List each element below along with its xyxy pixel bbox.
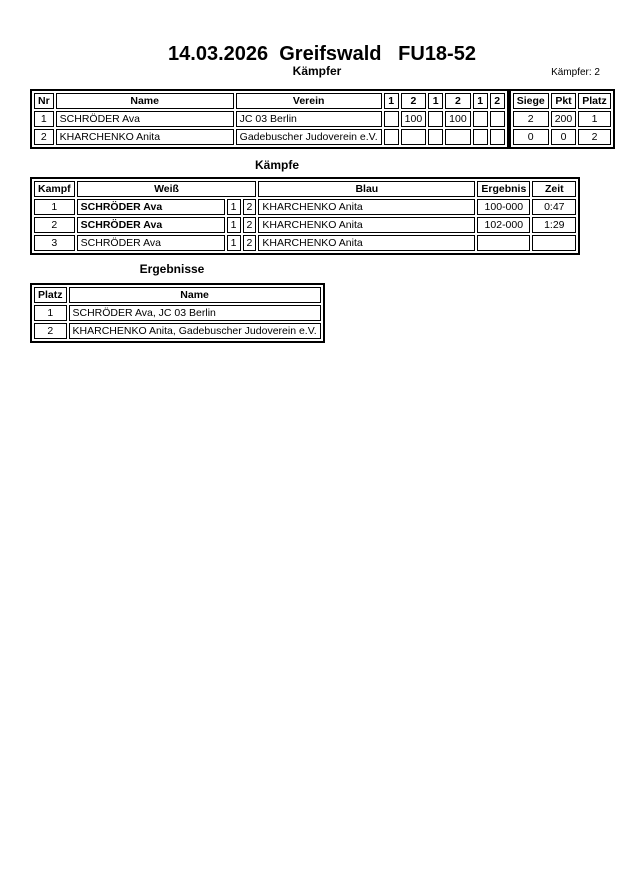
section-title-kaempfer: Kämpfer	[292, 64, 342, 78]
blau-cell: KHARCHENKO Anita	[258, 235, 475, 251]
weiss-cell: SCHRÖDER Ava	[77, 217, 225, 233]
section-title-kaempfe: Kämpfe	[254, 158, 299, 172]
section-title-ergebnisse: Ergebnisse	[139, 262, 205, 276]
nr-cell: 1	[34, 111, 54, 127]
platz-cell: 1	[578, 111, 611, 127]
score-cell	[384, 129, 399, 145]
pkt-cell: 200	[551, 111, 577, 127]
kampf-header: Kampf	[34, 181, 75, 197]
verein-header: Verein	[236, 93, 382, 109]
ergebnis-cell: 102-000	[477, 217, 530, 233]
nr-cell: 2	[34, 129, 54, 145]
ergebnisse-header-row	[34, 287, 321, 303]
kampf-cell: 2	[34, 217, 75, 233]
kampf-cell: 3	[34, 235, 75, 251]
weiss-number-cell: 1	[227, 217, 241, 233]
kaempfe-header-row	[34, 181, 576, 197]
table-row	[34, 323, 321, 339]
table-row	[34, 111, 505, 127]
score-cell	[384, 111, 399, 127]
ergebnis-cell	[477, 235, 530, 251]
page-title: 14.03.2026 Greifswald FU18-52	[168, 43, 476, 65]
weiss-number-cell: 1	[227, 235, 241, 251]
siege-header: Siege	[513, 93, 549, 109]
score-cell	[490, 129, 505, 145]
score-col-header: 1	[473, 93, 488, 109]
score-col-header: 1	[428, 93, 443, 109]
platz-cell: 2	[578, 129, 611, 145]
blau-number-cell: 2	[243, 217, 257, 233]
name-header: Name	[69, 287, 321, 303]
table-row	[34, 305, 321, 321]
score-cell	[445, 129, 471, 145]
score-col-header: 1	[384, 93, 399, 109]
blau-number-cell: 2	[243, 235, 257, 251]
kaempfer-table	[30, 89, 509, 149]
score-cell	[473, 129, 488, 145]
name-cell: KHARCHENKO Anita	[56, 129, 234, 145]
pkt-cell: 0	[551, 129, 577, 145]
zeit-cell: 0:47	[532, 199, 576, 215]
table-row	[513, 129, 611, 145]
table-row	[34, 199, 576, 215]
table-row	[34, 129, 505, 145]
score-cell: 100	[401, 111, 427, 127]
siege-header-row	[513, 93, 611, 109]
score-col-header: 2	[445, 93, 471, 109]
kaempfe-table	[30, 177, 580, 255]
weiss-header: Weiß	[77, 181, 257, 197]
platz-header: Platz	[578, 93, 611, 109]
ergebnisse-table	[30, 283, 325, 343]
siege-cell: 2	[513, 111, 549, 127]
ergebnisse-table-group	[30, 283, 325, 343]
nr-header: Nr	[34, 93, 54, 109]
score-cell	[428, 129, 443, 145]
table-row	[513, 111, 611, 127]
platz-cell: 2	[34, 323, 67, 339]
score-cell	[490, 111, 505, 127]
blau-number-cell: 2	[243, 199, 257, 215]
ergebnis-cell: 100-000	[477, 199, 530, 215]
kampf-cell: 1	[34, 199, 75, 215]
zeit-cell: 1:29	[532, 217, 576, 233]
verein-cell: JC 03 Berlin	[236, 111, 382, 127]
score-cell	[428, 111, 443, 127]
score-cell	[401, 129, 427, 145]
siege-cell: 0	[513, 129, 549, 145]
name-cell: SCHRÖDER Ava	[56, 111, 234, 127]
score-col-header: 2	[490, 93, 505, 109]
kaempfer-header-row	[34, 93, 505, 109]
weiss-cell: SCHRÖDER Ava	[77, 199, 225, 215]
platz-header: Platz	[34, 287, 67, 303]
pkt-header: Pkt	[551, 93, 577, 109]
table-row	[34, 217, 576, 233]
blau-cell: KHARCHENKO Anita	[258, 199, 475, 215]
name-cell: SCHRÖDER Ava, JC 03 Berlin	[69, 305, 321, 321]
weiss-cell: SCHRÖDER Ava	[77, 235, 225, 251]
name-header: Name	[56, 93, 234, 109]
platz-cell: 1	[34, 305, 67, 321]
weiss-number-cell: 1	[227, 199, 241, 215]
name-cell: KHARCHENKO Anita, Gadebuscher Judoverein e.V.	[69, 323, 321, 339]
ergebnis-header: Ergebnis	[477, 181, 530, 197]
table-row	[34, 235, 576, 251]
blau-cell: KHARCHENKO Anita	[258, 217, 475, 233]
kaempfer-table-group	[30, 89, 615, 149]
zeit-cell	[532, 235, 576, 251]
verein-cell: Gadebuscher Judoverein e.V.	[236, 129, 382, 145]
blau-header: Blau	[258, 181, 475, 197]
score-cell: 100	[445, 111, 471, 127]
siege-pkt-platz-table	[509, 89, 615, 149]
kaempfer-count-label: Kämpfer: 2	[551, 67, 600, 78]
zeit-header: Zeit	[532, 181, 576, 197]
score-col-header: 2	[401, 93, 427, 109]
kaempfe-table-group	[30, 177, 580, 255]
score-cell	[473, 111, 488, 127]
